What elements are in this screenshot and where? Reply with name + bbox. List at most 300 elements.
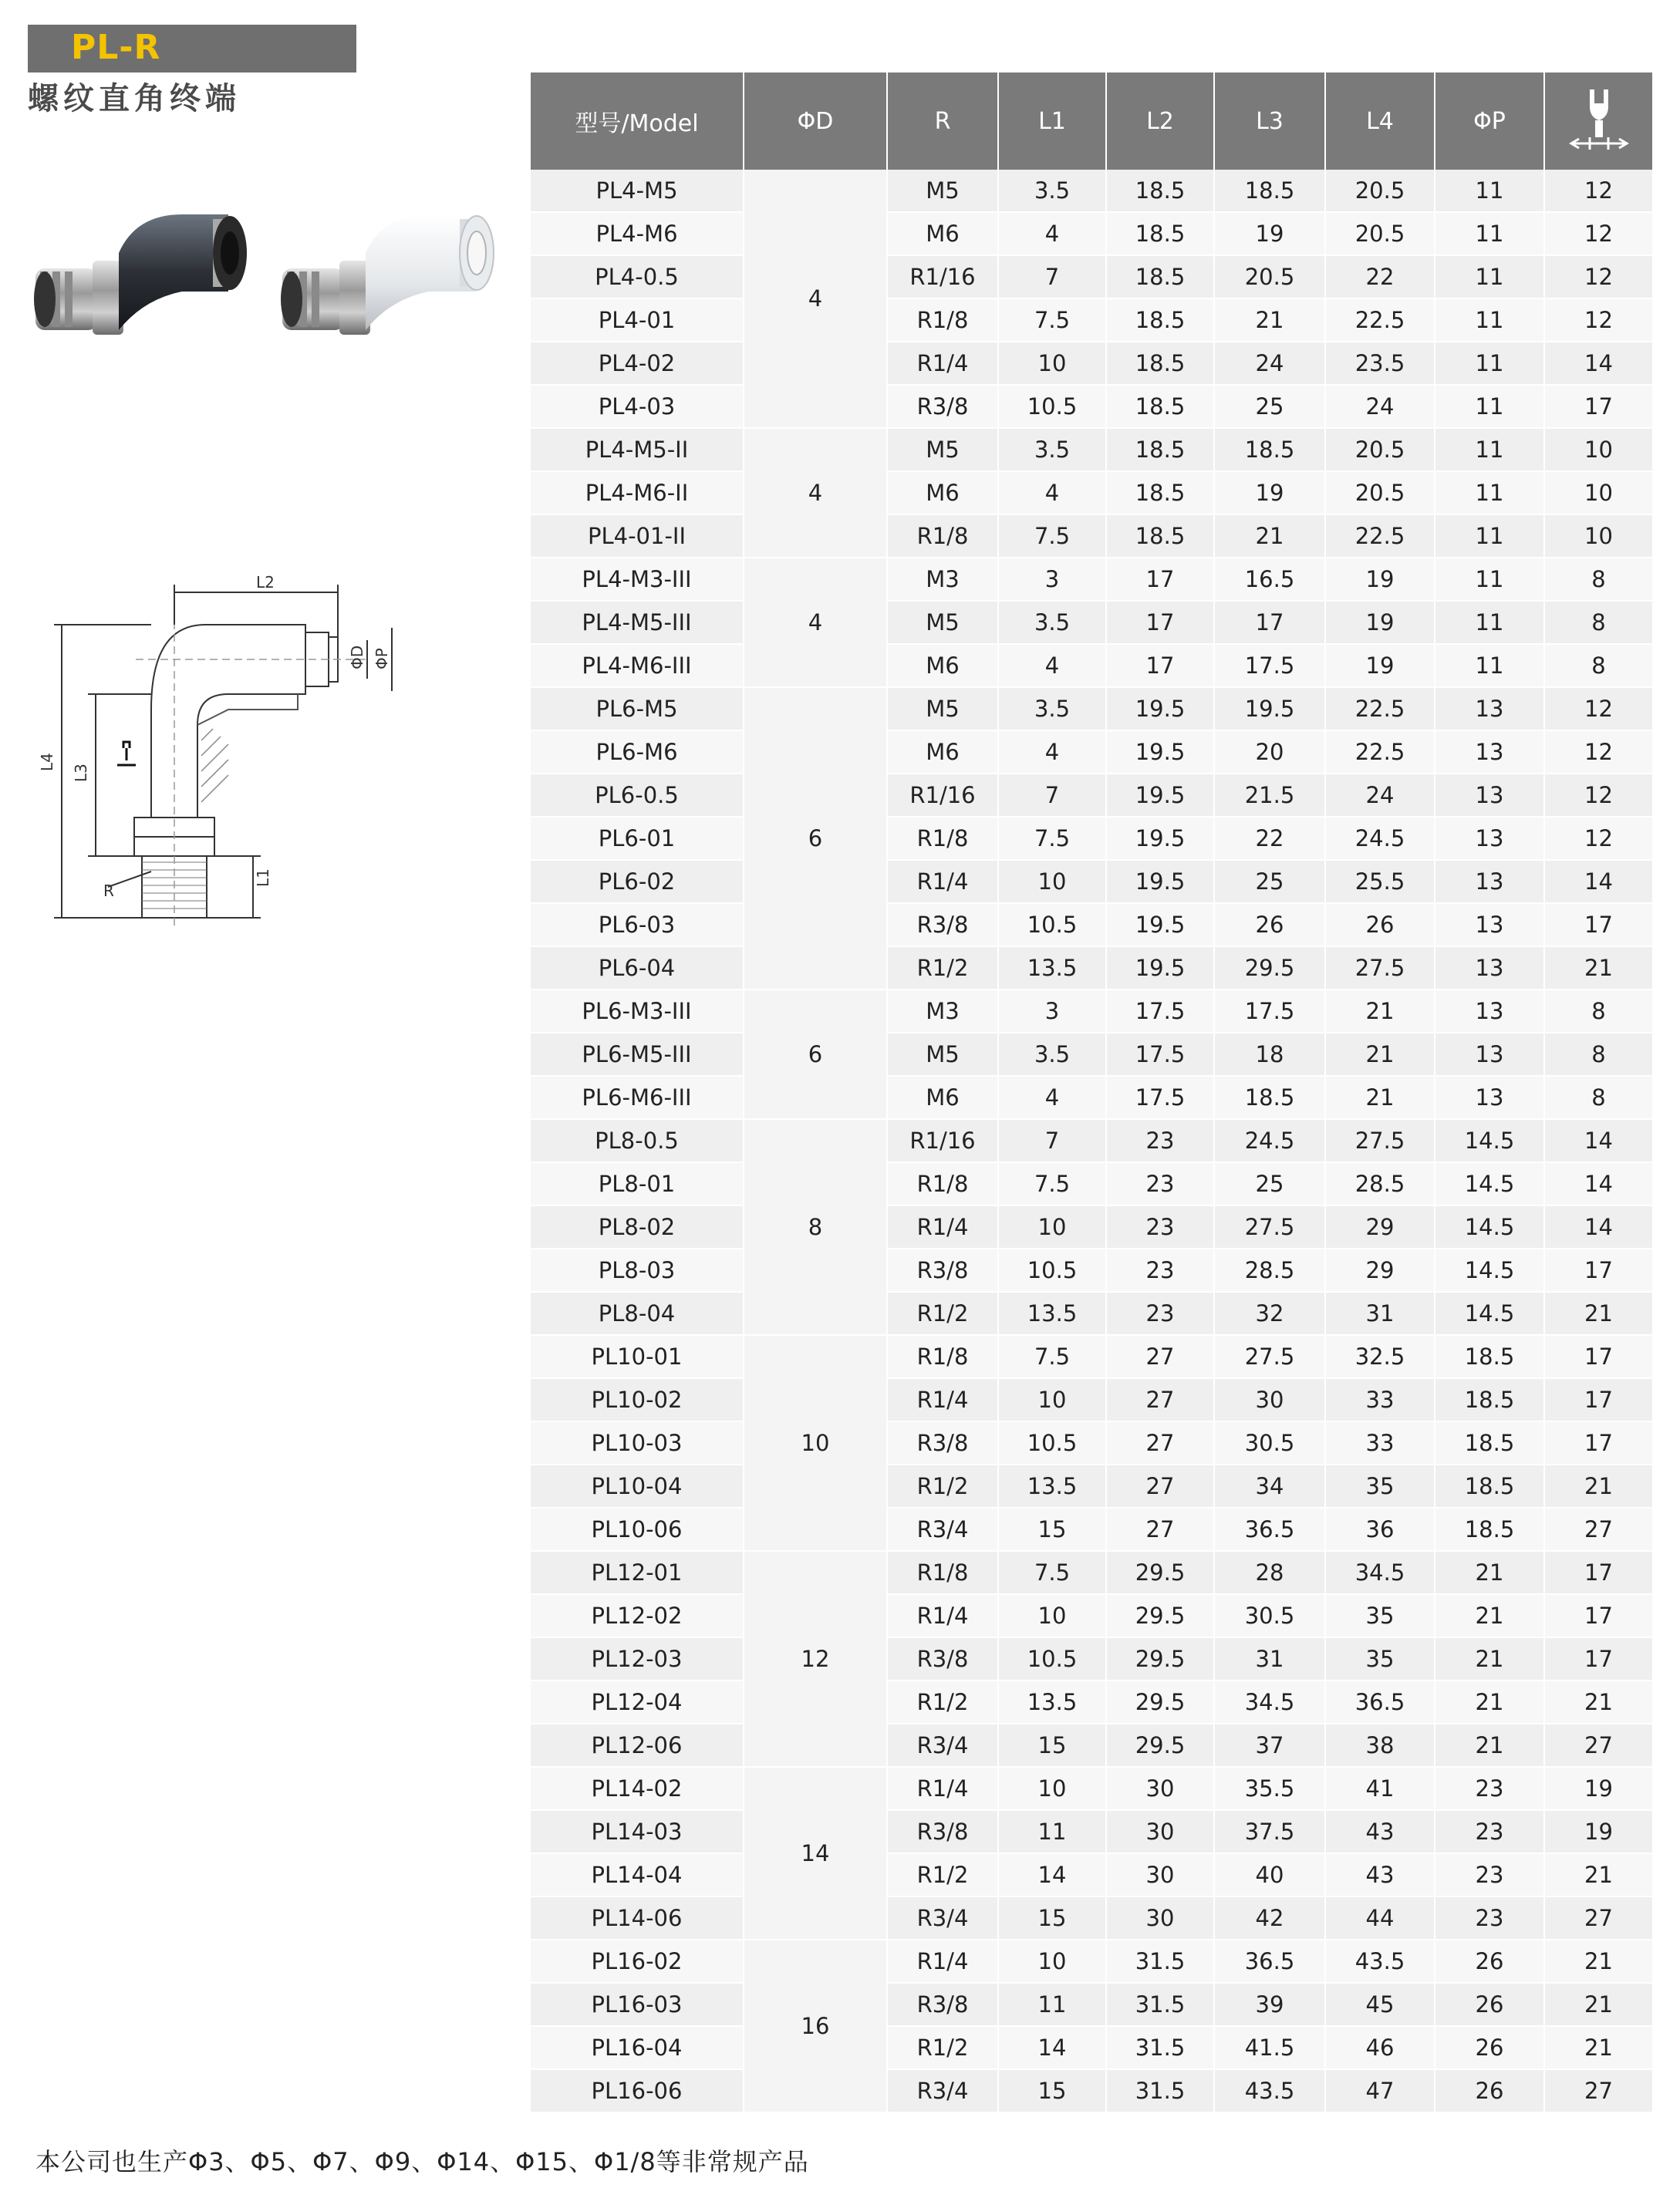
cell-model: PL4-0.5 [531, 255, 744, 298]
cell-l4: 22.5 [1325, 298, 1435, 342]
cell-model: PL16-02 [531, 1940, 744, 1983]
cell-op: 23 [1435, 1896, 1544, 1940]
table-row [531, 601, 1652, 644]
cell-l2: 29.5 [1106, 1594, 1214, 1637]
table-row [531, 342, 1652, 385]
cell-op: 21 [1435, 1681, 1544, 1724]
cell-wrench: 21 [1544, 1940, 1652, 1983]
cell-l1: 10 [998, 1205, 1106, 1249]
cell-l3: 19 [1214, 212, 1325, 255]
table-row [531, 1853, 1652, 1896]
cell-r: M6 [887, 730, 998, 774]
cell-l4: 23.5 [1325, 342, 1435, 385]
cell-model: PL12-01 [531, 1551, 744, 1594]
cell-op: 26 [1435, 1940, 1544, 1983]
cell-l2: 31.5 [1106, 1983, 1214, 2026]
cell-l2: 18.5 [1106, 514, 1214, 558]
table-row [531, 1335, 1652, 1378]
cell-model: PL8-04 [531, 1292, 744, 1335]
cell-l4: 21 [1325, 1076, 1435, 1119]
cell-l3: 28 [1214, 1551, 1325, 1594]
cell-model: PL4-M3-III [531, 558, 744, 601]
cell-wrench: 8 [1544, 1033, 1652, 1076]
cell-op: 26 [1435, 1983, 1544, 2026]
table-row [531, 1465, 1652, 1508]
cell-l2: 27 [1106, 1465, 1214, 1508]
cell-l3: 34 [1214, 1465, 1325, 1508]
cell-op: 14.5 [1435, 1249, 1544, 1292]
cell-l1: 10 [998, 860, 1106, 903]
cell-wrench: 21 [1544, 1465, 1652, 1508]
cell-r: R1/4 [887, 1205, 998, 1249]
cell-op: 18.5 [1435, 1508, 1544, 1551]
table-row [531, 1681, 1652, 1724]
table-row [531, 860, 1652, 903]
cell-l1: 7 [998, 774, 1106, 817]
cell-l2: 19.5 [1106, 946, 1214, 989]
cell-r: R1/2 [887, 946, 998, 989]
cell-l1: 10 [998, 1378, 1106, 1421]
cell-l4: 21 [1325, 989, 1435, 1033]
cell-model: PL4-01 [531, 298, 744, 342]
cell-wrench: 19 [1544, 1767, 1652, 1810]
cell-l4: 44 [1325, 1896, 1435, 1940]
cell-l2: 17 [1106, 644, 1214, 687]
cell-wrench: 21 [1544, 2026, 1652, 2069]
cell-l3: 25 [1214, 860, 1325, 903]
cell-l1: 13.5 [998, 1681, 1106, 1724]
cell-r: R1/8 [887, 1551, 998, 1594]
cell-op: 13 [1435, 1076, 1544, 1119]
cell-model: PL10-04 [531, 1465, 744, 1508]
cell-wrench: 21 [1544, 1983, 1652, 2026]
cell-l2: 23 [1106, 1249, 1214, 1292]
table-row [531, 687, 1652, 730]
cell-l3: 21 [1214, 514, 1325, 558]
cell-l4: 25.5 [1325, 860, 1435, 903]
footnote: 本公司也生产Φ3、Φ5、Φ7、Φ9、Φ14、Φ15、Φ1/8等非常规产品 [35, 2147, 809, 2176]
cell-op: 18.5 [1435, 1465, 1544, 1508]
cell-l2: 30 [1106, 1810, 1214, 1853]
cell-wrench: 17 [1544, 1421, 1652, 1465]
cell-model: PL4-01-II [531, 514, 744, 558]
cell-l2: 18.5 [1106, 255, 1214, 298]
title-bar [28, 25, 356, 72]
drawing-label-l3: L3 [72, 764, 90, 782]
cell-l4: 34.5 [1325, 1551, 1435, 1594]
cell-model: PL4-M5-III [531, 601, 744, 644]
table-row [531, 1162, 1652, 1205]
table-row [531, 1076, 1652, 1119]
col-header-l2: L2 [1106, 72, 1214, 170]
table-row [531, 1508, 1652, 1551]
table-row [531, 514, 1652, 558]
cell-op: 14.5 [1435, 1292, 1544, 1335]
cell-l4: 43 [1325, 1810, 1435, 1853]
cell-model: PL16-06 [531, 2069, 744, 2112]
white-fitting-image [281, 214, 494, 335]
cell-wrench: 17 [1544, 1594, 1652, 1637]
cell-l4: 24.5 [1325, 817, 1435, 860]
cell-model: PL8-01 [531, 1162, 744, 1205]
cell-l2: 29.5 [1106, 1551, 1214, 1594]
table-row [531, 1983, 1652, 2026]
table-row [531, 298, 1652, 342]
cell-r: R1/4 [887, 1378, 998, 1421]
cell-model: PL4-M6-III [531, 644, 744, 687]
cell-l4: 36 [1325, 1508, 1435, 1551]
cell-r: M5 [887, 170, 998, 212]
cell-r: M5 [887, 428, 998, 471]
col-header-l3: L3 [1214, 72, 1325, 170]
cell-l1: 10.5 [998, 1637, 1106, 1681]
table-row [531, 903, 1652, 946]
cell-od: 4 [744, 428, 887, 558]
cell-l2: 18.5 [1106, 428, 1214, 471]
cell-l3: 17 [1214, 601, 1325, 644]
cell-l4: 36.5 [1325, 1681, 1435, 1724]
cell-l2: 18.5 [1106, 385, 1214, 428]
cell-op: 14.5 [1435, 1205, 1544, 1249]
table-row [531, 1421, 1652, 1465]
cell-l3: 18 [1214, 1033, 1325, 1076]
cell-r: R3/8 [887, 1421, 998, 1465]
cell-model: PL6-03 [531, 903, 744, 946]
cell-l3: 18.5 [1214, 1076, 1325, 1119]
cell-l2: 23 [1106, 1205, 1214, 1249]
product-subtitle: 螺纹直角终端 [28, 81, 241, 116]
cell-l3: 19 [1214, 471, 1325, 514]
cell-l1: 10.5 [998, 1249, 1106, 1292]
cell-wrench: 17 [1544, 1551, 1652, 1594]
cell-l3: 16.5 [1214, 558, 1325, 601]
cell-l2: 29.5 [1106, 1724, 1214, 1767]
cell-model: PL10-01 [531, 1335, 744, 1378]
cell-l1: 3.5 [998, 1033, 1106, 1076]
cell-model: PL4-M6 [531, 212, 744, 255]
cell-r: R3/8 [887, 1637, 998, 1681]
cell-od: 6 [744, 989, 887, 1119]
cell-wrench: 14 [1544, 342, 1652, 385]
table-row [531, 1896, 1652, 1940]
cell-op: 14.5 [1435, 1162, 1544, 1205]
col-header-l1: L1 [998, 72, 1106, 170]
cell-l1: 14 [998, 1853, 1106, 1896]
cell-wrench: 17 [1544, 1637, 1652, 1681]
cell-l2: 29.5 [1106, 1681, 1214, 1724]
cell-l3: 43.5 [1214, 2069, 1325, 2112]
drawing-label-op: ΦP [373, 648, 391, 669]
cell-l3: 24.5 [1214, 1119, 1325, 1162]
table-row [531, 1637, 1652, 1681]
table-row [531, 1033, 1652, 1076]
cell-op: 13 [1435, 687, 1544, 730]
product-code: PL-R [71, 28, 161, 67]
cell-wrench: 21 [1544, 1853, 1652, 1896]
cell-model: PL8-03 [531, 1249, 744, 1292]
cell-l4: 29 [1325, 1249, 1435, 1292]
cell-model: PL6-04 [531, 946, 744, 989]
cell-l4: 32.5 [1325, 1335, 1435, 1378]
cell-wrench: 12 [1544, 212, 1652, 255]
spec-table [531, 72, 1652, 2113]
cell-wrench: 8 [1544, 989, 1652, 1033]
cell-r: R1/8 [887, 514, 998, 558]
cell-l4: 33 [1325, 1421, 1435, 1465]
cell-op: 21 [1435, 1551, 1544, 1594]
cell-l1: 4 [998, 730, 1106, 774]
cell-r: R1/4 [887, 1594, 998, 1637]
cell-l4: 19 [1325, 558, 1435, 601]
cell-l2: 17 [1106, 601, 1214, 644]
cell-model: PL4-M5-II [531, 428, 744, 471]
cell-wrench: 8 [1544, 558, 1652, 601]
cell-model: PL6-0.5 [531, 774, 744, 817]
cell-r: R1/4 [887, 1767, 998, 1810]
cell-r: R1/2 [887, 1681, 998, 1724]
cell-l3: 34.5 [1214, 1681, 1325, 1724]
cell-l3: 36.5 [1214, 1508, 1325, 1551]
cell-l4: 27.5 [1325, 946, 1435, 989]
cell-l1: 3 [998, 558, 1106, 601]
cell-op: 11 [1435, 601, 1544, 644]
cell-r: M5 [887, 687, 998, 730]
cell-model: PL6-01 [531, 817, 744, 860]
cell-r: M5 [887, 601, 998, 644]
cell-r: M6 [887, 471, 998, 514]
cell-od: 12 [744, 1551, 887, 1767]
cell-wrench: 14 [1544, 1119, 1652, 1162]
table-row [531, 1810, 1652, 1853]
cell-l4: 35 [1325, 1465, 1435, 1508]
drawing-label-l1: L1 [254, 868, 272, 887]
cell-l1: 4 [998, 1076, 1106, 1119]
cell-l1: 3.5 [998, 687, 1106, 730]
cell-wrench: 8 [1544, 644, 1652, 687]
table-row [531, 385, 1652, 428]
cell-wrench: 8 [1544, 601, 1652, 644]
cell-l4: 41 [1325, 1767, 1435, 1810]
cell-model: PL6-M6-III [531, 1076, 744, 1119]
cell-l1: 3.5 [998, 601, 1106, 644]
cell-od: 16 [744, 1940, 887, 2112]
cell-l4: 45 [1325, 1983, 1435, 2026]
cell-l4: 35 [1325, 1594, 1435, 1637]
cell-l1: 15 [998, 2069, 1106, 2112]
cell-model: PL8-02 [531, 1205, 744, 1249]
cell-od: 8 [744, 1119, 887, 1335]
cell-l2: 18.5 [1106, 471, 1214, 514]
cell-l3: 24 [1214, 342, 1325, 385]
table-row [531, 1205, 1652, 1249]
cell-l3: 35.5 [1214, 1767, 1325, 1810]
table-row [531, 644, 1652, 687]
cell-l4: 27.5 [1325, 1119, 1435, 1162]
cell-l2: 30 [1106, 1853, 1214, 1896]
cell-op: 11 [1435, 385, 1544, 428]
cell-wrench: 10 [1544, 428, 1652, 471]
table-row [531, 1119, 1652, 1162]
cell-l3: 42 [1214, 1896, 1325, 1940]
cell-l4: 28.5 [1325, 1162, 1435, 1205]
cell-l4: 35 [1325, 1637, 1435, 1681]
cell-l1: 13.5 [998, 946, 1106, 989]
cell-wrench: 17 [1544, 903, 1652, 946]
cell-r: R1/2 [887, 2026, 998, 2069]
cell-od: 14 [744, 1767, 887, 1940]
drawing-label-r: R [103, 882, 114, 900]
table-row [531, 774, 1652, 817]
cell-l1: 3.5 [998, 428, 1106, 471]
cell-l3: 22 [1214, 817, 1325, 860]
cell-l1: 10.5 [998, 1421, 1106, 1465]
cell-op: 11 [1435, 342, 1544, 385]
cell-l1: 14 [998, 2026, 1106, 2069]
table-row [531, 212, 1652, 255]
cell-l4: 19 [1325, 644, 1435, 687]
cell-l2: 27 [1106, 1378, 1214, 1421]
cell-l4: 22.5 [1325, 730, 1435, 774]
cell-r: R3/8 [887, 903, 998, 946]
cell-l2: 31.5 [1106, 2026, 1214, 2069]
cell-l3: 27.5 [1214, 1335, 1325, 1378]
cell-model: PL10-03 [531, 1421, 744, 1465]
table-row [531, 1249, 1652, 1292]
cell-l3: 18.5 [1214, 170, 1325, 212]
cell-wrench: 12 [1544, 298, 1652, 342]
cell-l4: 24 [1325, 385, 1435, 428]
cell-op: 13 [1435, 989, 1544, 1033]
cell-l1: 10 [998, 1594, 1106, 1637]
table-row [531, 2069, 1652, 2112]
cell-model: PL8-0.5 [531, 1119, 744, 1162]
cell-r: M3 [887, 989, 998, 1033]
cell-r: R3/4 [887, 1724, 998, 1767]
cell-model: PL6-02 [531, 860, 744, 903]
cell-l3: 29.5 [1214, 946, 1325, 989]
cell-od: 4 [744, 170, 887, 428]
cell-l3: 40 [1214, 1853, 1325, 1896]
cell-model: PL14-06 [531, 1896, 744, 1940]
cell-op: 26 [1435, 2026, 1544, 2069]
cell-r: R3/4 [887, 1508, 998, 1551]
cell-l2: 19.5 [1106, 687, 1214, 730]
cell-wrench: 12 [1544, 817, 1652, 860]
cell-l2: 18.5 [1106, 342, 1214, 385]
cell-op: 13 [1435, 946, 1544, 989]
cell-l2: 23 [1106, 1119, 1214, 1162]
cell-wrench: 14 [1544, 1205, 1652, 1249]
cell-l1: 7.5 [998, 514, 1106, 558]
cell-l1: 7.5 [998, 298, 1106, 342]
col-header-model: 型号/Model [531, 72, 744, 170]
cell-l3: 41.5 [1214, 2026, 1325, 2069]
cell-op: 13 [1435, 730, 1544, 774]
cell-l3: 19.5 [1214, 687, 1325, 730]
cell-l3: 36.5 [1214, 1940, 1325, 1983]
cell-l3: 17.5 [1214, 989, 1325, 1033]
cell-od: 6 [744, 687, 887, 989]
cell-model: PL4-M6-II [531, 471, 744, 514]
cell-op: 13 [1435, 817, 1544, 860]
cell-l4: 43 [1325, 1853, 1435, 1896]
cell-op: 11 [1435, 255, 1544, 298]
cell-l2: 23 [1106, 1162, 1214, 1205]
dimension-drawing [38, 563, 521, 925]
cell-l4: 22 [1325, 255, 1435, 298]
cell-r: R1/8 [887, 1335, 998, 1378]
cell-wrench: 12 [1544, 774, 1652, 817]
col-header-l4: L4 [1325, 72, 1435, 170]
cell-model: PL4-02 [531, 342, 744, 385]
cell-l1: 7.5 [998, 1335, 1106, 1378]
cell-model: PL6-M3-III [531, 989, 744, 1033]
cell-op: 21 [1435, 1637, 1544, 1681]
drawing-label-l2: L2 [256, 573, 275, 592]
table-row [531, 471, 1652, 514]
cell-l2: 19.5 [1106, 730, 1214, 774]
drawing-label-l4: L4 [38, 753, 56, 771]
cell-l1: 7.5 [998, 1162, 1106, 1205]
cell-wrench: 27 [1544, 1508, 1652, 1551]
table-row [531, 817, 1652, 860]
cell-model: PL10-06 [531, 1508, 744, 1551]
cell-r: R1/4 [887, 860, 998, 903]
cell-l3: 30.5 [1214, 1421, 1325, 1465]
table-row [531, 989, 1652, 1033]
cell-wrench: 17 [1544, 1335, 1652, 1378]
cell-l1: 11 [998, 1810, 1106, 1853]
cell-r: R1/16 [887, 255, 998, 298]
cell-od: 10 [744, 1335, 887, 1551]
cell-l2: 17.5 [1106, 989, 1214, 1033]
cell-l2: 27 [1106, 1421, 1214, 1465]
cell-r: R1/8 [887, 1162, 998, 1205]
cell-model: PL14-03 [531, 1810, 744, 1853]
cell-l4: 29 [1325, 1205, 1435, 1249]
cell-l3: 31 [1214, 1637, 1325, 1681]
cell-l2: 17.5 [1106, 1076, 1214, 1119]
cell-model: PL6-M5-III [531, 1033, 744, 1076]
cell-op: 13 [1435, 903, 1544, 946]
cell-l4: 20.5 [1325, 212, 1435, 255]
cell-od: 4 [744, 558, 887, 687]
cell-l3: 25 [1214, 385, 1325, 428]
cell-model: PL12-04 [531, 1681, 744, 1724]
cell-l1: 10.5 [998, 385, 1106, 428]
cell-r: R1/8 [887, 298, 998, 342]
cell-l4: 24 [1325, 774, 1435, 817]
cell-op: 11 [1435, 428, 1544, 471]
cell-l1: 10 [998, 1767, 1106, 1810]
cell-op: 18.5 [1435, 1421, 1544, 1465]
cell-l3: 21 [1214, 298, 1325, 342]
cell-l2: 19.5 [1106, 817, 1214, 860]
cell-l2: 29.5 [1106, 1637, 1214, 1681]
cell-l3: 18.5 [1214, 428, 1325, 471]
cell-model: PL12-06 [531, 1724, 744, 1767]
cell-model: PL4-03 [531, 385, 744, 428]
cell-op: 21 [1435, 1594, 1544, 1637]
cell-op: 23 [1435, 1767, 1544, 1810]
cell-l4: 20.5 [1325, 170, 1435, 212]
cell-wrench: 17 [1544, 385, 1652, 428]
cell-r: R1/2 [887, 1292, 998, 1335]
cell-op: 11 [1435, 298, 1544, 342]
cell-l2: 27 [1106, 1335, 1214, 1378]
cell-l3: 30.5 [1214, 1594, 1325, 1637]
cell-r: M6 [887, 1076, 998, 1119]
